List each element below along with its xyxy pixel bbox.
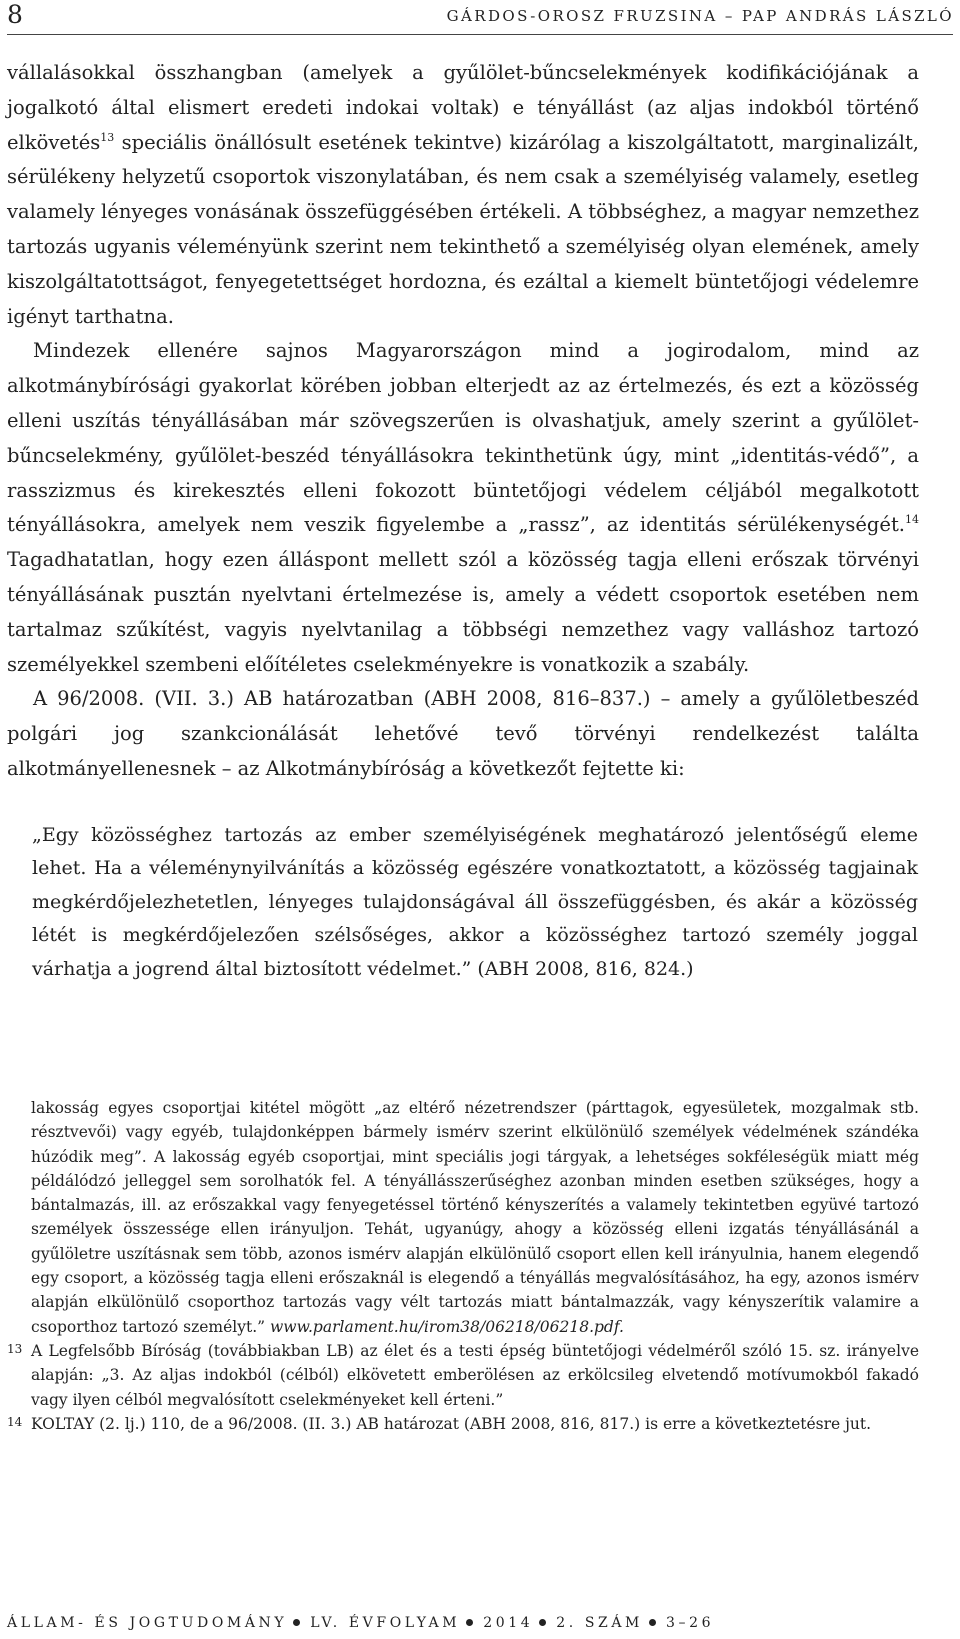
paragraph-3: A 96/2008. (VII. 3.) AB határozatban (ABH 2008, 816–837.) – amely a gyűlöletbeszéd polgári jog szankcionálását lehetővé tevő törvényi rendelkezést találta alkotmányellenesnek – az Alkotmánybíróság a következőt fejtette ki:	[7, 687, 919, 780]
block-quote: „Egy közösséghez tartozás az ember személyiségének meghatározó jelentőségű eleme lehet. Ha a véleménynyilvánítás a közösség egészére vonatkoztatott, a közösség tagjainak megkérdőjelezhetetlen, lényeges tulajdonságával áll összefüggésben, és akár a közösség létét is megkérdőjelezően szélsőséges, akkor a közösséghez tartozó személy joggal várhatja a jogrend által biztosított védelmet.” (ABH 2008, 816, 824.)	[32, 824, 918, 980]
footnotes	[7, 1096, 919, 1436]
bullet-separator	[293, 1619, 300, 1626]
paragraph-2: Mindezek ellenére sajnos Magyarországon mind a jogirodalom, mind az alkotmánybírósági gyakorlat körében jobban elterjedt az az értelmezés, és ezt a közösség elleni uszítás tényállásában már szövegszerűen is olvashatjuk, amely szerint a gyűlölet-bűncselekmény, gyűlölet-beszéd tényállásokra tekinthetünk úgy, mint „identitás-védő”, a rasszizmus és kirekesztés elleni fokozott büntetőjogi védelem céljából megalkotott tényállásokra, amelyek nem veszik figyelembe a „rassz”, az identitás sérülékenységét.$^{14}$ Tagadhatatlan, hogy ezen álláspont mellett szól a közösség tagja elleni erőszak törvényi tényállásának pusztán nyelvtani értelmezése is, amely a védett csoportok esetében nem tartalmaz szűkítést, vagyis nyelvtanilag a többségi nemzethez vagy valláshoz tartozó személyekkel szembeni előítéletes cselekményekre is vonatkozik a szabály.	[7, 339, 919, 676]
footnote-author: KOLTAY	[31, 1414, 95, 1433]
footnote-14: 14 KOLTAY (2. lj.) 110, de a 96/2008. (II. 3.) AB határozat (ABH 2008, 816, 817.) is erre a következtetésre jut.	[7, 1412, 919, 1436]
bullet-separator	[649, 1619, 656, 1626]
footnote-number: 13	[7, 1341, 23, 1356]
footer-volume: LV. ÉVFOLYAM	[310, 1615, 461, 1631]
header-rule	[7, 34, 953, 35]
running-head: GÁRDOS-OROSZ FRUZSINA – PAP ANDRÁS LÁSZLÓ	[446, 7, 954, 25]
bullet-separator	[466, 1619, 473, 1626]
footnote-13: 13 A Legfelsőbb Bíróság (továbbiakban LB) az élet és a testi épség büntetőjogi védelméről szóló 15. sz. irányelve alapján: „3. Az aljas indokból (célból) elkövetett emberölésen az erkölcsileg elvetendő motívumokból fakadó vagy ilyen célból megvalósított cselekményeket kell érteni.”	[7, 1339, 919, 1412]
footnote-number: 14	[7, 1414, 23, 1429]
footnote-ref-13[interactable]: 13	[100, 130, 115, 144]
footer-journal: ÁLLAM- ÉS JOGTUDOMÁNY	[7, 1615, 288, 1631]
main-text	[7, 56, 919, 787]
footer-year: 2014	[483, 1615, 534, 1631]
footnote-ref-14[interactable]: 14	[905, 513, 919, 527]
page-footer	[7, 1614, 714, 1632]
footer-issue: 2. SZÁM	[556, 1615, 643, 1631]
page-number: 8	[7, 0, 23, 29]
bullet-separator	[539, 1619, 546, 1626]
footer-pages: 3–26	[666, 1615, 715, 1631]
footnote-continuation: lakosság egyes csoportjai kitétel mögött „az eltérő nézetrendszer (párttagok, egyesületek, mozgalmak stb. résztvevői) vagy egyéb, tulajdonképpen bármely ismérv szerint elkülönülő személyek védelmének szándéka húzódik meg”. A lakosság egyéb csoportjai, mint speciális jogi tárgyak, a lehetséges sokféleségük miatt még példálódzó jelleggel sem sorolhatók fel. A tényállásszerűséghez azonban minden esetben szükséges, hogy a bántalmazás, ill. az erőszakkal vagy fenyegetéssel történő kényszerítés a valamely tekintetben együvé tartozó személyek összessége ellen irányuljon. Tehát, ugyanúgy, ahogy a közösség elleni izgatás tényállásánál a gyűlöletre uszításnak sem több, azonos ismérv alapján elkülönülő csoport ellen kell irányulnia, hanem elegendő egy csoport, a közösség tagja elleni erőszaknál is elegendő a tényállás megvalósításához, ha egy, azonos ismérv alapján elkülönülő csoporthoz tartozás vagy vélt tartozás miatt bántalmazzák, vagy kényszerítik valamire a csoporthoz tartozó személyt.” www.parlament.hu/irom38/06218/06218.pdf.	[31, 1099, 919, 1336]
paragraph-1: vállalásokkal összhangban (amelyek a gyűlölet-bűncselekmények kodifikációjának a jogalkotó által elismert eredeti indokai voltak) e tényállást (az aljas indokból történő elkövetés$^{13}$ speciális önállósult esetének tekintve) kizárólag a kiszolgáltatott, marginalizált, sérülékeny helyzetű csoportok viszonylatában, és nem csak a személyiség valamely, esetleg valamely lényeges vonásának összefüggésében értékeli. A többséghez, a magyar nemzethez tartozás ugyanis véleményünk szerint nem tekinthető a személyiség olyan elemének, amely kiszolgáltatottságot, fenyegetettséget hordozna, és ezáltal a kiemelt büntetőjogi védelemre igényt tarthatna.	[7, 61, 919, 328]
footnote-url[interactable]: www.parlament.hu/irom38/06218/06218.pdf.	[270, 1317, 624, 1336]
page-header	[7, 0, 954, 30]
